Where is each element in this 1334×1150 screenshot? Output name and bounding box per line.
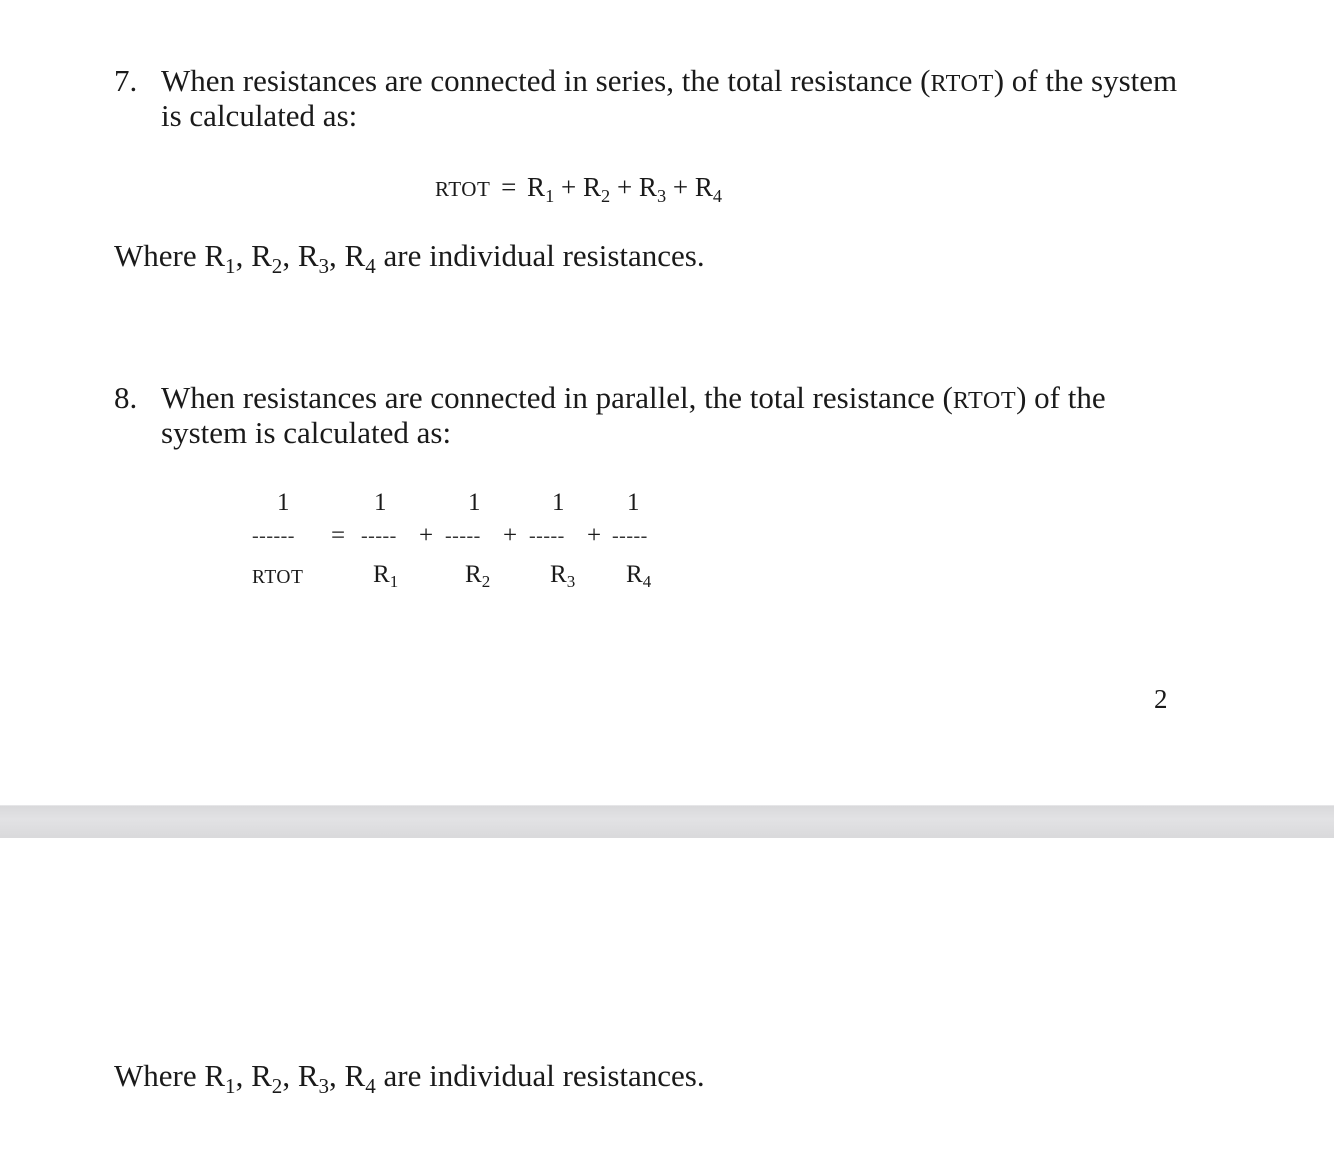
parallel-r4-denominator: $R_4$: [626, 561, 652, 592]
item-7-rtot: RTOT: [930, 70, 994, 97]
parallel-lhs-denominator: RTOT: [252, 567, 304, 588]
series-term: $R_2$: [582, 172, 611, 206]
parallel-r1-bar: -----: [361, 525, 397, 547]
item-8-text-b: ) of the: [1016, 380, 1106, 415]
parallel-lhs-numerator: 1: [277, 489, 290, 516]
item-7-text-b: ) of the system: [993, 63, 1178, 98]
series-equation: [435, 172, 722, 205]
parallel-r4-numerator: 1: [627, 489, 640, 516]
series-plus: +: [616, 172, 633, 202]
parallel-r1-denominator: $R_1$: [373, 561, 399, 592]
page-number: 2: [1154, 684, 1168, 714]
item-8-text-a: When resistances are connected in parallel, the total resistance (: [161, 380, 953, 415]
series-term: $R_1$: [527, 172, 555, 206]
parallel-r3-bar: -----: [529, 525, 565, 547]
series-term: $R_3$: [638, 172, 667, 206]
next-page: [0, 838, 1334, 1150]
parallel-plus: +: [587, 522, 602, 549]
parallel-r1-numerator: 1: [374, 489, 387, 516]
parallel-r4-bar: -----: [612, 525, 648, 547]
where-line-1: Where $R_1$, $R_2$, $R_3$, $R_4$ are individual resistances.: [114, 238, 705, 278]
parallel-lhs-bar: ------: [252, 525, 295, 547]
item-7-number: 7.: [114, 63, 138, 98]
item-8-rtot: RTOT: [952, 387, 1017, 414]
item-8-line-2: system is calculated as:: [161, 415, 452, 450]
parallel-equals: =: [331, 522, 346, 549]
series-term: $R_4$: [694, 172, 723, 206]
parallel-r2-bar: -----: [445, 525, 481, 547]
parallel-r2-denominator: $R_2$: [465, 561, 491, 592]
parallel-r3-numerator: 1: [552, 489, 565, 516]
item-7-text-a: When resistances are connected in series, the total resistance (: [161, 63, 931, 98]
item-8-line-1: [161, 380, 1106, 419]
series-plus: +: [672, 172, 689, 202]
series-lhs: RTOT: [435, 177, 491, 201]
item-8-number: 8.: [114, 380, 138, 415]
parallel-r3-denominator: $R_3$: [550, 561, 576, 592]
parallel-plus: +: [419, 522, 434, 549]
parallel-plus: +: [503, 522, 518, 549]
where-line-2: Where $R_1$, $R_2$, $R_3$, $R_4$ are individual resistances.: [114, 1058, 705, 1098]
series-equals: =: [501, 172, 517, 202]
item-7-line-1: [161, 63, 1177, 102]
parallel-r2-numerator: 1: [468, 489, 481, 516]
item-7-line-2: is calculated as:: [161, 98, 358, 133]
series-plus: +: [561, 172, 577, 202]
page-break-divider: [0, 805, 1334, 839]
